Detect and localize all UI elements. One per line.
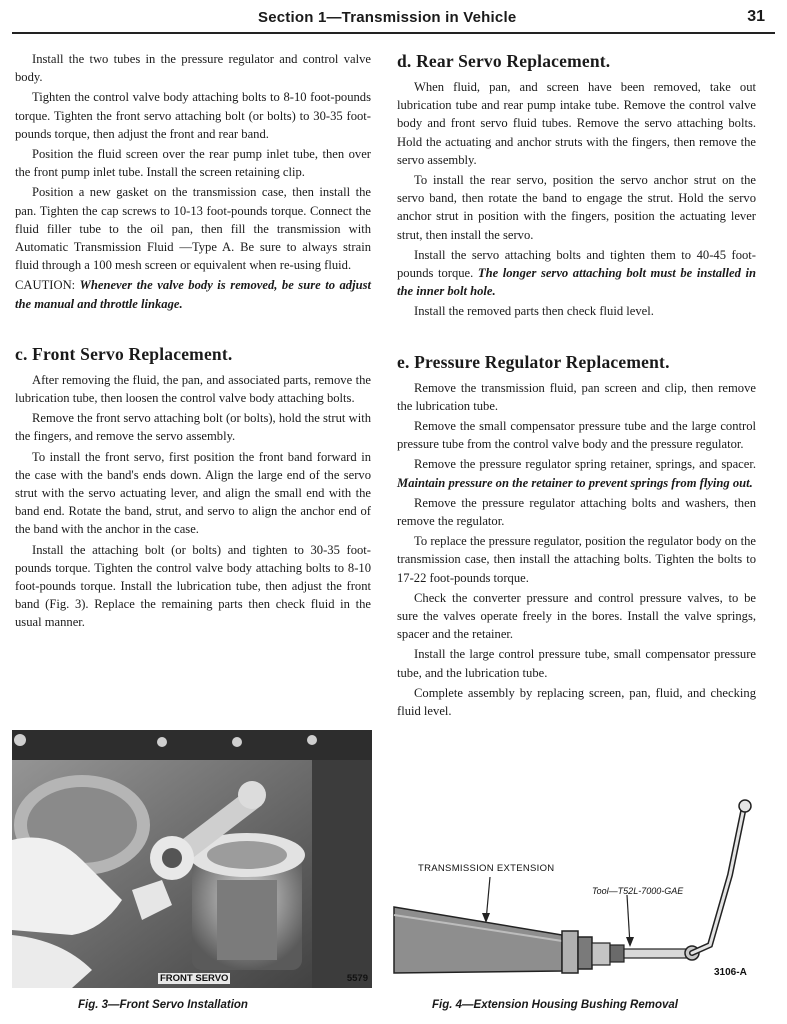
section-title: Section 1—Transmission in Vehicle bbox=[258, 9, 517, 26]
right-column bbox=[397, 50, 756, 722]
figure-label: FRONT SERVO bbox=[160, 973, 229, 984]
caution-text: Whenever the valve body is removed, be sure to adjust the manual and throttle linkage. bbox=[15, 278, 371, 311]
page-header bbox=[0, 0, 787, 34]
heading-front-servo: c. Front Servo Replacement. bbox=[15, 343, 233, 364]
paragraph bbox=[397, 455, 756, 491]
paragraph: When fluid, pan, and screen have been removed, take out lubrication tube and rear pump intake tube. Remove the control valve body and front servo fluid tubes. Remove the servo attaching bolts. Hold the actuating and anchor struts with the fingers, then remove the servo assembly. bbox=[397, 80, 756, 167]
figure-number: 5579 bbox=[346, 973, 368, 984]
extension-label: TRANSMISSION EXTENSION bbox=[418, 863, 555, 874]
extension-bushing-drawing bbox=[392, 795, 772, 995]
paragraph: Install the removed parts then check fluid level. bbox=[414, 304, 654, 319]
paragraph: Install the two tubes in the pressure regulator and control valve body. bbox=[15, 52, 371, 85]
paragraph-text: Remove the pressure regulator spring retainer, springs, and spacer. bbox=[414, 457, 756, 472]
paragraph: After removing the fluid, the pan, and associated parts, remove the lubrication tube, then loosen the control valve body attaching bolts. bbox=[15, 372, 371, 406]
paragraph: Position the fluid screen over the rear pump inlet tube, then over the front pump inlet tube. Install the screen retaining clip. bbox=[15, 147, 371, 180]
paragraph: Position a new gasket on the transmission case, then install the pan. Tighten the cap screws to 10-13 foot-pounds torque. Connect the fluid filler tube to the oil pan, then fill the transmission with Automatic Transmission Fluid —Type A. Be sure to always strain fluid through a 100 mesh screen or equivalent when re-using fluid. bbox=[15, 185, 371, 273]
caution-paragraph bbox=[15, 276, 371, 312]
heading-rear-servo: d. Rear Servo Replacement. bbox=[397, 51, 611, 71]
paragraph: Check the converter pressure and control pressure valves, to be sure the valves operate freely in the bores. Install the valve springs, spacer and the retainer. bbox=[397, 590, 756, 642]
paragraph: Complete assembly by replacing screen, pan, fluid, and checking fluid level. bbox=[397, 685, 756, 719]
warning-text: Maintain pressure on the retainer to prevent springs from flying out. bbox=[397, 475, 753, 490]
caution-label: CAUTION: bbox=[15, 278, 80, 293]
left-column bbox=[15, 50, 371, 634]
heading-pressure-regulator: e. Pressure Regulator Replacement. bbox=[397, 351, 670, 372]
paragraph: Remove the small compensator pressure tube and the large control pressure tube from the control valve body and the pressure regulator. bbox=[397, 419, 756, 452]
tool-label: Tool—T52L-7000-GAE bbox=[592, 886, 684, 896]
paragraph: Remove the transmission fluid, pan screen and clip, then remove the lubrication tube. bbox=[397, 380, 756, 413]
paragraph: To install the rear servo, position the servo anchor strut on the servo band, then rotate the band to engage the strut. Hold the servo anchor strut in position with the fingers, position the actuating lever strut, then install the servo. bbox=[397, 173, 756, 242]
figure-caption: Fig. 3—Front Servo Installation bbox=[78, 999, 248, 1011]
figure-number: 3106-A bbox=[714, 967, 747, 978]
paragraph bbox=[397, 246, 756, 301]
front-servo-illustration bbox=[12, 730, 372, 988]
paragraph-text: Install the servo attaching bolts and tighten them to 40-45 foot-pounds torque. bbox=[397, 247, 756, 281]
paragraph: Tighten the control valve body attaching bolts to 8-10 foot-pounds torque. Tighten the front servo attaching bolt (or bolts) to 30-35 foot-pounds torque, then adjust the front and rear band. bbox=[15, 90, 371, 141]
paragraph: To install the front servo, first position the front band forward in the case with the band's ends down. Align the large end of the servo strut with the servo actuating lever, and align the small end with the band end. Rotate the band, strut, and servo to align the anchor end of the band with the anchor in the case. bbox=[15, 449, 371, 537]
paragraph: Remove the front servo attaching bolt (or bolts), hold the strut with the fingers, and remove the servo assembly. bbox=[15, 411, 371, 444]
bushing-removal-illustration bbox=[392, 795, 772, 995]
paragraph: Install the large control pressure tube, small compensator pressure tube, and the lubrication tube. bbox=[397, 647, 756, 680]
paragraph: Remove the pressure regulator attaching bolts and washers, then remove the regulator. bbox=[397, 495, 756, 529]
paragraph: Install the attaching bolt (or bolts) and tighten to 30-35 foot-pounds torque. Tighten the control valve body attaching bolts to 8-10 foot-pounds torque. Install the lubrication tube, then adjust the front band (Fig. 3). Replace the remaining parts then check fluid in the usual manner. bbox=[15, 542, 371, 630]
header-rule bbox=[12, 32, 775, 34]
figure-caption: Fig. 4—Extension Housing Bushing Removal bbox=[432, 999, 678, 1011]
warning-text: The longer servo attaching bolt must be installed in the inner bolt hole. bbox=[397, 266, 756, 299]
paragraph: To replace the pressure regulator, position the regulator body on the transmission case, then install the attaching bolts. Tighten the bolts to 17-22 foot-pounds torque. bbox=[397, 534, 756, 585]
front-servo-photo bbox=[12, 730, 372, 988]
page-number: 31 bbox=[747, 8, 765, 25]
